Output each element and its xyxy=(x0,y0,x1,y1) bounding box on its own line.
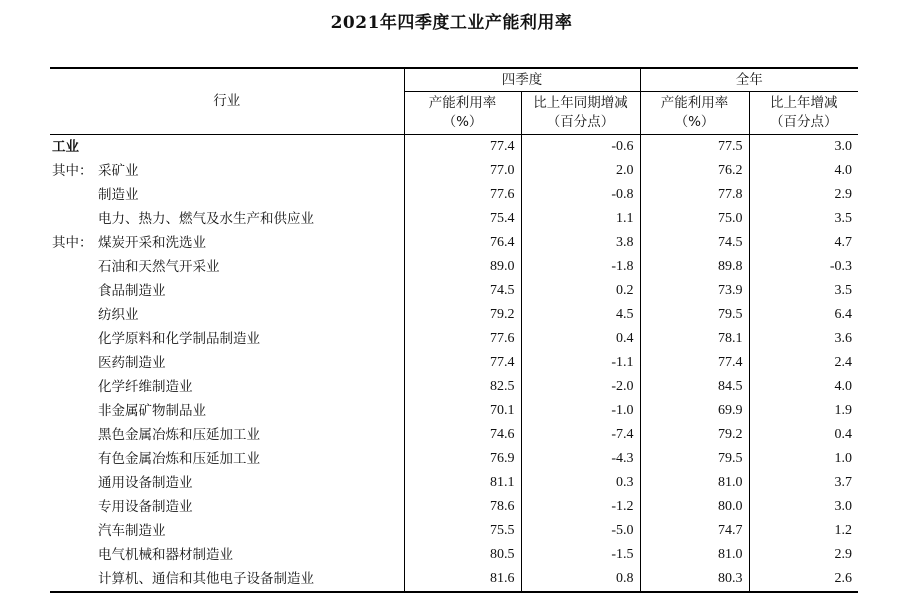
subheader-year-rate-line1: 产能利用率 xyxy=(660,95,729,111)
table-body xyxy=(50,135,858,593)
year-change-cell: 3.7 xyxy=(834,475,852,490)
industry-name: 电气机械和器材制造业 xyxy=(98,547,233,563)
industry-prefix: 其中： xyxy=(52,235,93,251)
industry-name: 计算机、通信和其他电子设备制造业 xyxy=(98,571,314,587)
table-row xyxy=(50,375,858,399)
subheader-year-rate-line2: （%） xyxy=(674,114,715,130)
industry-name: 工业 xyxy=(52,139,79,155)
industry-name-cell xyxy=(50,447,404,471)
table-row xyxy=(50,255,858,279)
year-rate-cell: 77.8 xyxy=(640,183,749,207)
industry-name-cell xyxy=(50,303,404,327)
year-rate-cell: 81.0 xyxy=(640,543,749,567)
industry-name: 采矿业 xyxy=(98,163,139,179)
q4-change-cell: -5.0 xyxy=(521,519,640,543)
q4-rate-cell: 77.6 xyxy=(404,327,521,351)
year-change-cell: 4.0 xyxy=(834,163,852,178)
q4-change-cell: -1.1 xyxy=(521,351,640,375)
table-row xyxy=(50,351,858,375)
q4-rate-cell: 74.6 xyxy=(404,423,521,447)
industry-name-cell xyxy=(50,183,404,207)
q4-change-cell: -0.6 xyxy=(521,135,640,160)
year-change-cell: 3.0 xyxy=(834,139,852,154)
year-change-cell: 1.9 xyxy=(834,403,852,418)
q4-rate-cell: 77.4 xyxy=(404,135,521,160)
industry-name: 有色金属冶炼和压延加工业 xyxy=(98,451,260,467)
year-change-cell: 1.2 xyxy=(834,523,852,538)
year-change-cell: 6.4 xyxy=(834,307,852,322)
subheader-q4-rate-line2: （%） xyxy=(442,114,483,130)
industry-name: 化学原料和化学制品制造业 xyxy=(98,331,260,347)
year-rate-cell: 75.0 xyxy=(640,207,749,231)
group-header-full-year: 全年 xyxy=(640,68,858,92)
year-rate-cell: 81.0 xyxy=(640,471,749,495)
q4-change-cell: 2.0 xyxy=(521,159,640,183)
industry-name-cell xyxy=(50,471,404,495)
table-row xyxy=(50,159,858,183)
year-rate-cell: 69.9 xyxy=(640,399,749,423)
q4-rate-cell: 80.5 xyxy=(404,543,521,567)
year-change-cell: 1.0 xyxy=(834,451,852,466)
q4-rate-cell: 76.9 xyxy=(404,447,521,471)
q4-rate-cell: 82.5 xyxy=(404,375,521,399)
q4-change-cell: -0.8 xyxy=(521,183,640,207)
q4-change-cell: -1.5 xyxy=(521,543,640,567)
year-rate-cell: 77.4 xyxy=(640,351,749,375)
year-rate-cell: 74.7 xyxy=(640,519,749,543)
q4-rate-cell: 76.4 xyxy=(404,231,521,255)
year-rate-cell: 79.5 xyxy=(640,303,749,327)
industry-name: 非金属矿物制品业 xyxy=(98,403,206,419)
q4-change-cell: 0.8 xyxy=(521,567,640,592)
year-rate-cell: 80.0 xyxy=(640,495,749,519)
year-rate-cell: 73.9 xyxy=(640,279,749,303)
q4-rate-cell: 77.0 xyxy=(404,159,521,183)
table-row xyxy=(50,231,858,255)
subheader-q4-rate xyxy=(404,92,521,135)
q4-rate-cell: 81.6 xyxy=(404,567,521,592)
table-row xyxy=(50,447,858,471)
industry-name: 医药制造业 xyxy=(98,355,166,371)
industry-name: 石油和天然气开采业 xyxy=(98,259,220,275)
industry-name: 煤炭开采和洗选业 xyxy=(98,235,206,251)
industry-name-cell xyxy=(50,567,404,592)
industry-column-header: 行业 xyxy=(50,68,404,135)
table-row xyxy=(50,471,858,495)
industry-name: 制造业 xyxy=(98,187,139,203)
year-rate-cell: 76.2 xyxy=(640,159,749,183)
q4-change-cell: -1.0 xyxy=(521,399,640,423)
subheader-year-change-line2: （百分点） xyxy=(770,114,838,130)
year-rate-cell: 80.3 xyxy=(640,567,749,592)
subheader-q4-change-line2: （百分点） xyxy=(546,114,615,130)
table-row xyxy=(50,423,858,447)
q4-rate-cell: 77.6 xyxy=(404,183,521,207)
subheader-q4-rate-line1: 产能利用率 xyxy=(428,95,497,111)
year-rate-cell: 79.5 xyxy=(640,447,749,471)
q4-change-cell: 1.1 xyxy=(521,207,640,231)
subheader-q4-change xyxy=(521,92,640,135)
capacity-utilization-table xyxy=(50,67,858,593)
q4-change-cell: -7.4 xyxy=(521,423,640,447)
year-rate-cell: 89.8 xyxy=(640,255,749,279)
subheader-year-rate xyxy=(640,92,749,135)
q4-rate-cell: 78.6 xyxy=(404,495,521,519)
year-change-cell: 3.6 xyxy=(834,331,852,346)
industry-name: 专用设备制造业 xyxy=(98,499,193,515)
year-change-cell: 3.5 xyxy=(834,211,852,226)
q4-change-cell: 0.2 xyxy=(521,279,640,303)
q4-rate-cell: 77.4 xyxy=(404,351,521,375)
industry-name: 通用设备制造业 xyxy=(98,475,193,491)
q4-rate-cell: 74.5 xyxy=(404,279,521,303)
q4-rate-cell: 81.1 xyxy=(404,471,521,495)
industry-name-cell xyxy=(50,519,404,543)
q4-change-cell: 3.8 xyxy=(521,231,640,255)
table-row xyxy=(50,135,858,160)
industry-name: 食品制造业 xyxy=(98,283,166,299)
industry-name: 电力、热力、燃气及水生产和供应业 xyxy=(98,211,314,227)
industry-name-cell xyxy=(50,543,404,567)
table-row xyxy=(50,399,858,423)
industry-name: 汽车制造业 xyxy=(98,523,166,539)
q4-rate-cell: 75.4 xyxy=(404,207,521,231)
table-row xyxy=(50,567,858,592)
industry-name-cell xyxy=(50,255,404,279)
subheader-year-change xyxy=(749,92,858,135)
industry-name: 黑色金属冶炼和压延加工业 xyxy=(98,427,260,443)
subheader-year-change-line1: 比上年增减 xyxy=(770,95,838,111)
year-change-cell: 2.4 xyxy=(834,355,852,370)
year-change-cell: 2.9 xyxy=(834,547,852,562)
year-change-cell: -0.3 xyxy=(829,259,852,274)
year-change-cell: 3.5 xyxy=(834,283,852,298)
q4-change-cell: -2.0 xyxy=(521,375,640,399)
year-change-cell: 4.7 xyxy=(834,235,852,250)
year-rate-cell: 84.5 xyxy=(640,375,749,399)
table-row xyxy=(50,207,858,231)
year-rate-cell: 74.5 xyxy=(640,231,749,255)
subheader-q4-change-line1: 比上年同期增减 xyxy=(533,95,628,111)
q4-rate-cell: 89.0 xyxy=(404,255,521,279)
industry-name-cell xyxy=(50,423,404,447)
year-change-cell: 3.0 xyxy=(834,499,852,514)
table-row xyxy=(50,303,858,327)
year-change-cell: 4.0 xyxy=(834,379,852,394)
group-header-q4: 四季度 xyxy=(404,68,640,92)
year-change-cell: 0.4 xyxy=(834,427,852,442)
table-row xyxy=(50,327,858,351)
industry-name-cell xyxy=(50,351,404,375)
page-title: 2021年四季度工业产能利用率 xyxy=(330,13,573,33)
table-row xyxy=(50,543,858,567)
table-row xyxy=(50,279,858,303)
year-change-cell: 2.6 xyxy=(749,567,858,592)
table-row xyxy=(50,183,858,207)
q4-change-cell: -1.8 xyxy=(521,255,640,279)
q4-rate-cell: 79.2 xyxy=(404,303,521,327)
industry-name-cell xyxy=(50,159,404,183)
industry-name-cell xyxy=(50,207,404,231)
table-row xyxy=(50,495,858,519)
year-change-cell: 2.9 xyxy=(834,187,852,202)
q4-rate-cell: 75.5 xyxy=(404,519,521,543)
q4-change-cell: 0.3 xyxy=(521,471,640,495)
industry-name-cell xyxy=(50,231,404,255)
q4-change-cell: -4.3 xyxy=(521,447,640,471)
industry-name: 纺织业 xyxy=(98,307,139,323)
industry-name-cell xyxy=(50,375,404,399)
industry-name-cell xyxy=(50,327,404,351)
year-rate-cell: 78.1 xyxy=(640,327,749,351)
q4-change-cell: -1.2 xyxy=(521,495,640,519)
industry-name-cell xyxy=(50,279,404,303)
year-rate-cell: 79.2 xyxy=(640,423,749,447)
q4-change-cell: 4.5 xyxy=(521,303,640,327)
industry-name-cell xyxy=(50,399,404,423)
q4-rate-cell: 70.1 xyxy=(404,399,521,423)
industry-prefix: 其中： xyxy=(52,163,93,179)
industry-name-cell xyxy=(50,495,404,519)
industry-name: 化学纤维制造业 xyxy=(98,379,193,395)
year-rate-cell: 77.5 xyxy=(640,135,749,160)
q4-change-cell: 0.4 xyxy=(521,327,640,351)
industry-name-cell xyxy=(50,135,404,160)
table-row xyxy=(50,519,858,543)
